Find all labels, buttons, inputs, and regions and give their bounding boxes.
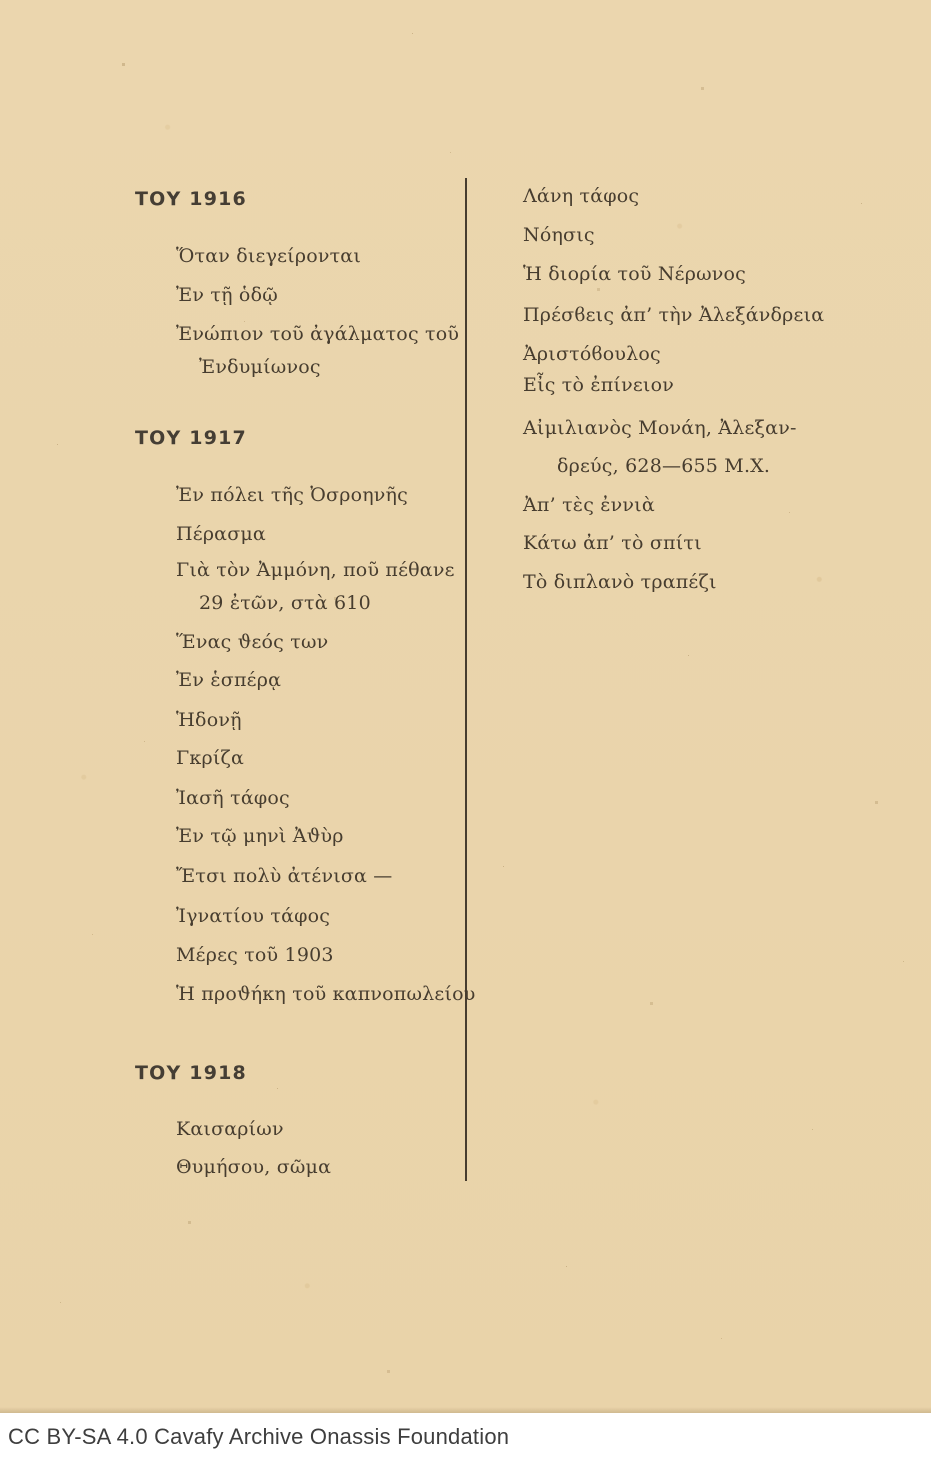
poem-title: Ἰγνατίου τάφος (176, 905, 331, 927)
poem-title-wrap: Ἐνδυμίωνος (199, 356, 321, 378)
poem-title: Ἔτσι πολὺ ἀτένισα — (176, 865, 393, 887)
poem-title: Καισαρίων (176, 1118, 284, 1140)
poem-title: Πρέσϐεις ἀπ’ τὴν Ἀλεξάνδρεια (523, 304, 825, 326)
poem-title-wrap: 29 ἐτῶν, στὰ 610 (199, 592, 371, 614)
poem-title: Ἐν ἑσπέρᾳ (176, 669, 282, 691)
poem-title: Ὅταν διεγείρονται (176, 245, 361, 267)
poem-title: Ἐν τῇ ὁδῷ (176, 284, 278, 306)
poem-title: Ἕνας ϑεός των (176, 631, 329, 653)
poem-title: Νόησις (523, 224, 595, 246)
poem-title: Ἐν πόλει τῆς Ὀσροηνῆς (176, 484, 408, 506)
poem-title-wrap: δρεύς, 628—655 Μ.Χ. (557, 455, 771, 477)
poem-title: Μέρες τοῦ 1903 (176, 944, 334, 966)
poem-title: Γκρίζα (176, 747, 245, 769)
poem-title: Εἶς τὸ ἐπίνειον (523, 374, 674, 396)
section-heading-1916: ΤΟΥ 1916 (135, 188, 247, 210)
license-text: CC BY-SA 4.0 Cavafy Archive Onassis Foundation (8, 1424, 510, 1449)
poem-title: Λάνη τάφος (523, 185, 640, 207)
poem-title: Ἀριστόϐουλος (523, 343, 661, 365)
section-heading-1917: ΤΟΥ 1917 (135, 427, 247, 449)
poem-title: Ἰασῆ τάφος (176, 787, 290, 809)
paper-texture (0, 0, 1, 1)
column-divider-line (465, 178, 467, 1181)
poem-title: Αἰμιλιανὸς Μονάη, Ἀλεξαν- (523, 417, 797, 439)
poem-title: Ἀπ’ τὲς ἐννιὰ (523, 494, 655, 516)
poem-title: Ἡδονῇ (176, 709, 242, 731)
poem-title: Ἐν τῷ μηνὶ Ἀϑὺρ (176, 825, 344, 847)
license-bar (0, 1413, 931, 1461)
poem-title: Ἡ προϑήκη τοῦ καπνοπωλείου (176, 983, 476, 1005)
poem-title: Ἐνώπιον τοῦ ἀγάλματος τοῦ (176, 323, 460, 345)
poem-title: Γιὰ τὸν Ἀμμόνη, ποῦ πέθανε (176, 559, 455, 581)
poem-title: Θυμήσου, σῶμα (176, 1156, 332, 1178)
poem-title: Ἡ διορία τοῦ Νέρωνος (523, 263, 747, 285)
poem-title: Κάτω ἀπ’ τὸ σπίτι (523, 532, 702, 554)
poem-title: Πέρασμα (176, 523, 266, 545)
poem-title: Τὸ διπλανὸ τραπέζι (523, 571, 717, 593)
section-heading-1918: ΤΟΥ 1918 (135, 1062, 247, 1084)
